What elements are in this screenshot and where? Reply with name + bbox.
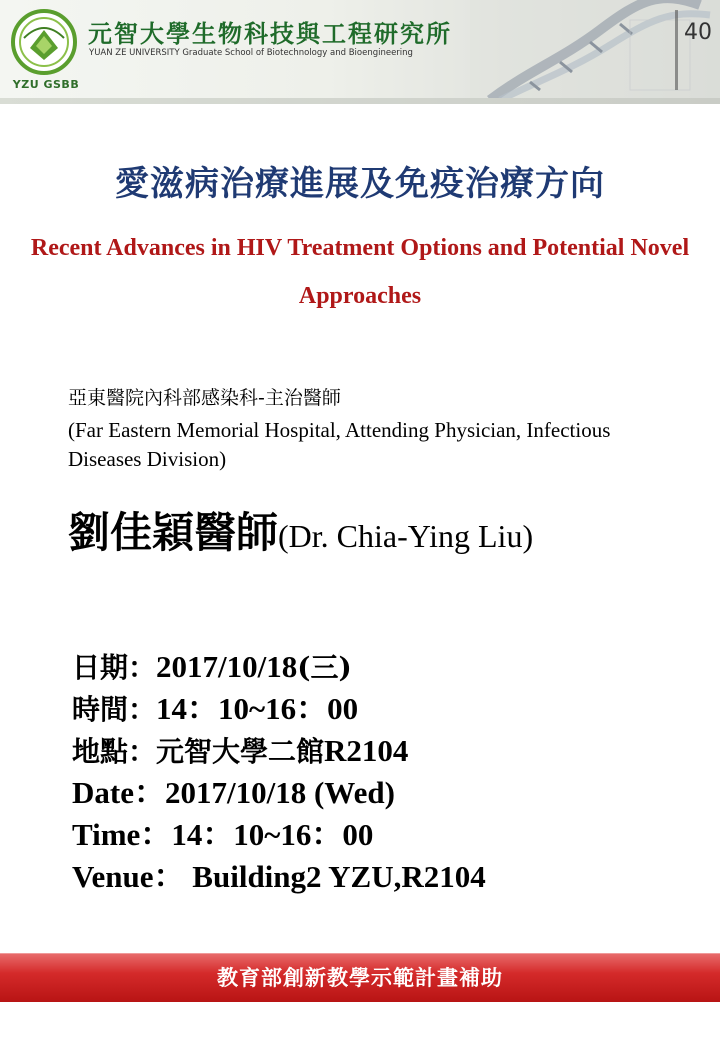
venue-row-en — [72, 856, 692, 898]
speaker-name-en: (Dr. Chia-Ying Liu) — [278, 518, 534, 554]
time-row-cn — [72, 688, 692, 730]
time-value-en: 14：10~16：00 — [171, 817, 374, 852]
venue-label-cn: 地點： — [72, 735, 157, 768]
venue-label-en: Venue： — [72, 859, 185, 894]
org-name-en: YUAN ZE UNIVERSITY Graduate School of Biotechnology and Bioengineering — [89, 48, 413, 58]
org-name-cn: 元智大學生物科技與工程研究所 — [88, 19, 452, 48]
date-label-en: Date： — [72, 775, 165, 810]
venue-value-cn: 元智大學二館 — [156, 735, 325, 768]
date-weekday-cn: (三) — [297, 651, 352, 684]
date-row-en — [72, 772, 692, 814]
speaker-name — [68, 500, 533, 560]
date-label-cn: 日期： — [72, 651, 157, 684]
venue-value-en: Building2 YZU,R2104 — [184, 859, 486, 894]
time-row-en — [72, 814, 692, 856]
yzu-gsbb-logo — [10, 8, 78, 76]
affiliation-english: (Far Eastern Memorial Hospital, Attending Physician, Infectious Diseases Division) — [68, 418, 611, 471]
event-schedule — [72, 646, 692, 898]
title-english: Recent Advances in HIV Treatment Options and Potential Novel Approaches — [30, 235, 690, 309]
date-value-en: 2017/10/18 (Wed) — [164, 775, 395, 810]
header-divider — [0, 98, 720, 104]
time-label-cn: 時間： — [72, 693, 157, 726]
footer-sponsor-text: 教育部創新教學示範計畫補助 — [217, 966, 503, 990]
date-value-cn: 2017/10/18 — [156, 649, 298, 684]
header-banner — [0, 0, 720, 104]
logo-caption: YZU GSBB — [12, 78, 80, 91]
venue-row-cn — [72, 730, 692, 772]
venue-room: R2104 — [324, 733, 409, 768]
corner-number: 40 — [684, 20, 712, 45]
date-row-cn — [72, 646, 692, 688]
time-value-cn: 14：10~16：00 — [156, 691, 359, 726]
footer-bar — [0, 953, 720, 1002]
affiliation-chinese: 亞東醫院內科部感染科-主治醫師 — [68, 387, 341, 409]
time-label-en: Time： — [72, 817, 172, 852]
title-chinese: 愛滋病治療進展及免疫治療方向 — [115, 164, 605, 204]
dna-helix-image — [470, 0, 720, 100]
speaker-name-cn: 劉佳穎醫師 — [68, 508, 279, 557]
